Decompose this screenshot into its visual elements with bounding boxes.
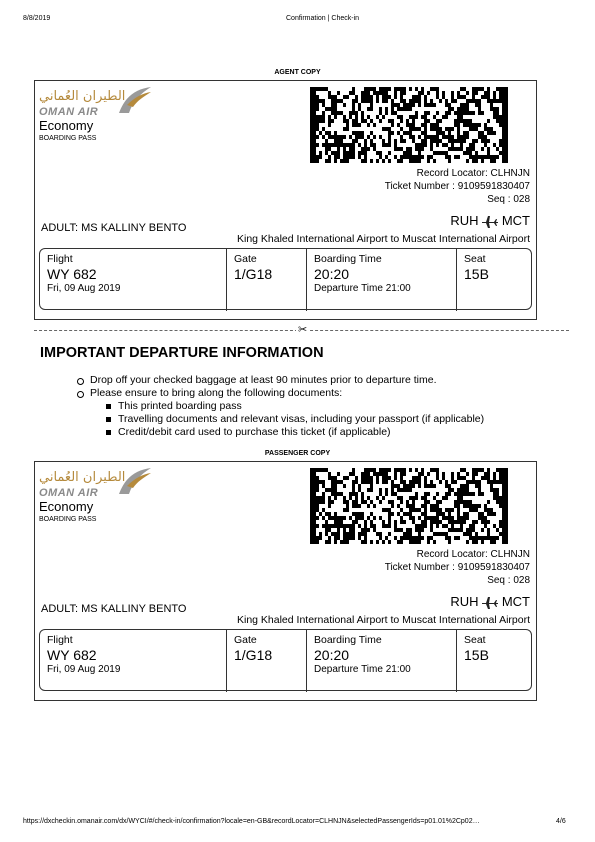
seat-column bbox=[456, 630, 532, 692]
cabin-class: Economy bbox=[39, 499, 94, 514]
destination-code: MCT bbox=[501, 213, 530, 228]
print-date: 8/8/2019 bbox=[23, 15, 51, 22]
record-locator: Record Locator: CLHNJN bbox=[416, 549, 530, 560]
departure-time: Departure Time 21:00 bbox=[314, 664, 411, 675]
logo-arabic: الطيران العُماني bbox=[39, 470, 126, 485]
logo-english: OMAN AIR bbox=[39, 487, 99, 499]
airport-names: King Khaled International Airport to Muscat International Airport bbox=[236, 614, 530, 626]
documents-list bbox=[90, 400, 484, 439]
list-item: Credit/debit card used to purchase this ticket (if applicable) bbox=[90, 426, 484, 439]
gate-column bbox=[226, 630, 307, 692]
origin-code: RUH bbox=[450, 213, 479, 228]
flight-number: WY 682 bbox=[47, 266, 97, 282]
flight-number: WY 682 bbox=[47, 647, 97, 663]
document-type: BOARDING PASS bbox=[39, 516, 97, 523]
oman-air-logo-icon bbox=[117, 85, 153, 115]
flight-date: Fri, 09 Aug 2019 bbox=[47, 283, 121, 294]
ticket-number: Ticket Number : 9109591830407 bbox=[384, 562, 530, 573]
logo-arabic: الطيران العُماني bbox=[39, 89, 126, 104]
flight-label: Flight bbox=[47, 634, 73, 646]
copy-label: AGENT COPY bbox=[274, 69, 321, 76]
gate-label: Gate bbox=[234, 634, 257, 646]
seat-value: 15B bbox=[464, 266, 489, 282]
destination-code: MCT bbox=[501, 594, 530, 609]
footer-url: https://dxcheckin.omanair.com/dx/WYCI/#/check-in/confirmation?locale=en-GB&recordLocator=CLHNJN&selectedPassengerIds=p01.01%2Cp02… bbox=[23, 818, 480, 825]
sequence-number: Seq : 028 bbox=[487, 194, 530, 205]
gate-label: Gate bbox=[234, 253, 257, 265]
seat-value: 15B bbox=[464, 647, 489, 663]
departure-time: Departure Time 21:00 bbox=[314, 283, 411, 294]
list-item-text: Please ensure to bring along the following documents: bbox=[90, 387, 343, 399]
logo-english: OMAN AIR bbox=[39, 106, 99, 118]
scissors-icon: ✂ bbox=[298, 324, 308, 336]
list-item bbox=[72, 387, 484, 439]
barcode-icon bbox=[310, 87, 508, 163]
boarding-time: 20:20 bbox=[314, 266, 350, 282]
boarding-pass-passenger bbox=[34, 461, 537, 701]
copy-label: PASSENGER COPY bbox=[264, 450, 331, 457]
boarding-label: Boarding Time bbox=[314, 634, 382, 646]
list-item: Drop off your checked baggage at least 90 minutes prior to departure time. bbox=[72, 374, 484, 387]
seat-label: Seat bbox=[464, 253, 486, 265]
boarding-pass-agent bbox=[34, 80, 537, 320]
plane-icon bbox=[482, 216, 498, 228]
flight-column bbox=[40, 249, 226, 311]
flight-details-box bbox=[39, 248, 532, 310]
record-locator: Record Locator: CLHNJN bbox=[416, 168, 530, 179]
oman-air-logo-icon bbox=[117, 466, 153, 496]
document-type: BOARDING PASS bbox=[39, 135, 97, 142]
cabin-class: Economy bbox=[39, 118, 94, 133]
flight-label: Flight bbox=[47, 253, 73, 265]
boarding-column bbox=[306, 249, 457, 311]
boarding-label: Boarding Time bbox=[314, 253, 382, 265]
flight-details-box bbox=[39, 629, 532, 691]
seat-label: Seat bbox=[464, 634, 486, 646]
route bbox=[450, 594, 530, 609]
flight-date: Fri, 09 Aug 2019 bbox=[47, 664, 121, 675]
passenger-name: ADULT: MS KALLINY BENTO bbox=[41, 222, 187, 234]
boarding-time: 20:20 bbox=[314, 647, 350, 663]
plane-icon bbox=[482, 597, 498, 609]
passenger-name: ADULT: MS KALLINY BENTO bbox=[41, 603, 187, 615]
info-list bbox=[72, 374, 484, 439]
gate-column bbox=[226, 249, 307, 311]
gate-value: 1/G18 bbox=[234, 647, 273, 663]
list-item: This printed boarding pass bbox=[90, 400, 484, 413]
info-title: IMPORTANT DEPARTURE INFORMATION bbox=[40, 345, 324, 361]
seat-column bbox=[456, 249, 532, 311]
boarding-column bbox=[306, 630, 457, 692]
airport-names: King Khaled International Airport to Muscat International Airport bbox=[236, 233, 530, 245]
barcode-icon bbox=[310, 468, 508, 544]
ticket-number: Ticket Number : 9109591830407 bbox=[384, 181, 530, 192]
route bbox=[450, 213, 530, 228]
print-title: Confirmation | Check-in bbox=[286, 15, 360, 22]
list-item: Travelling documents and relevant visas, including your passport (if applicable) bbox=[90, 413, 484, 426]
sequence-number: Seq : 028 bbox=[487, 575, 530, 586]
origin-code: RUH bbox=[450, 594, 479, 609]
gate-value: 1/G18 bbox=[234, 266, 273, 282]
page-number: 4/6 bbox=[556, 818, 566, 825]
flight-column bbox=[40, 630, 226, 692]
